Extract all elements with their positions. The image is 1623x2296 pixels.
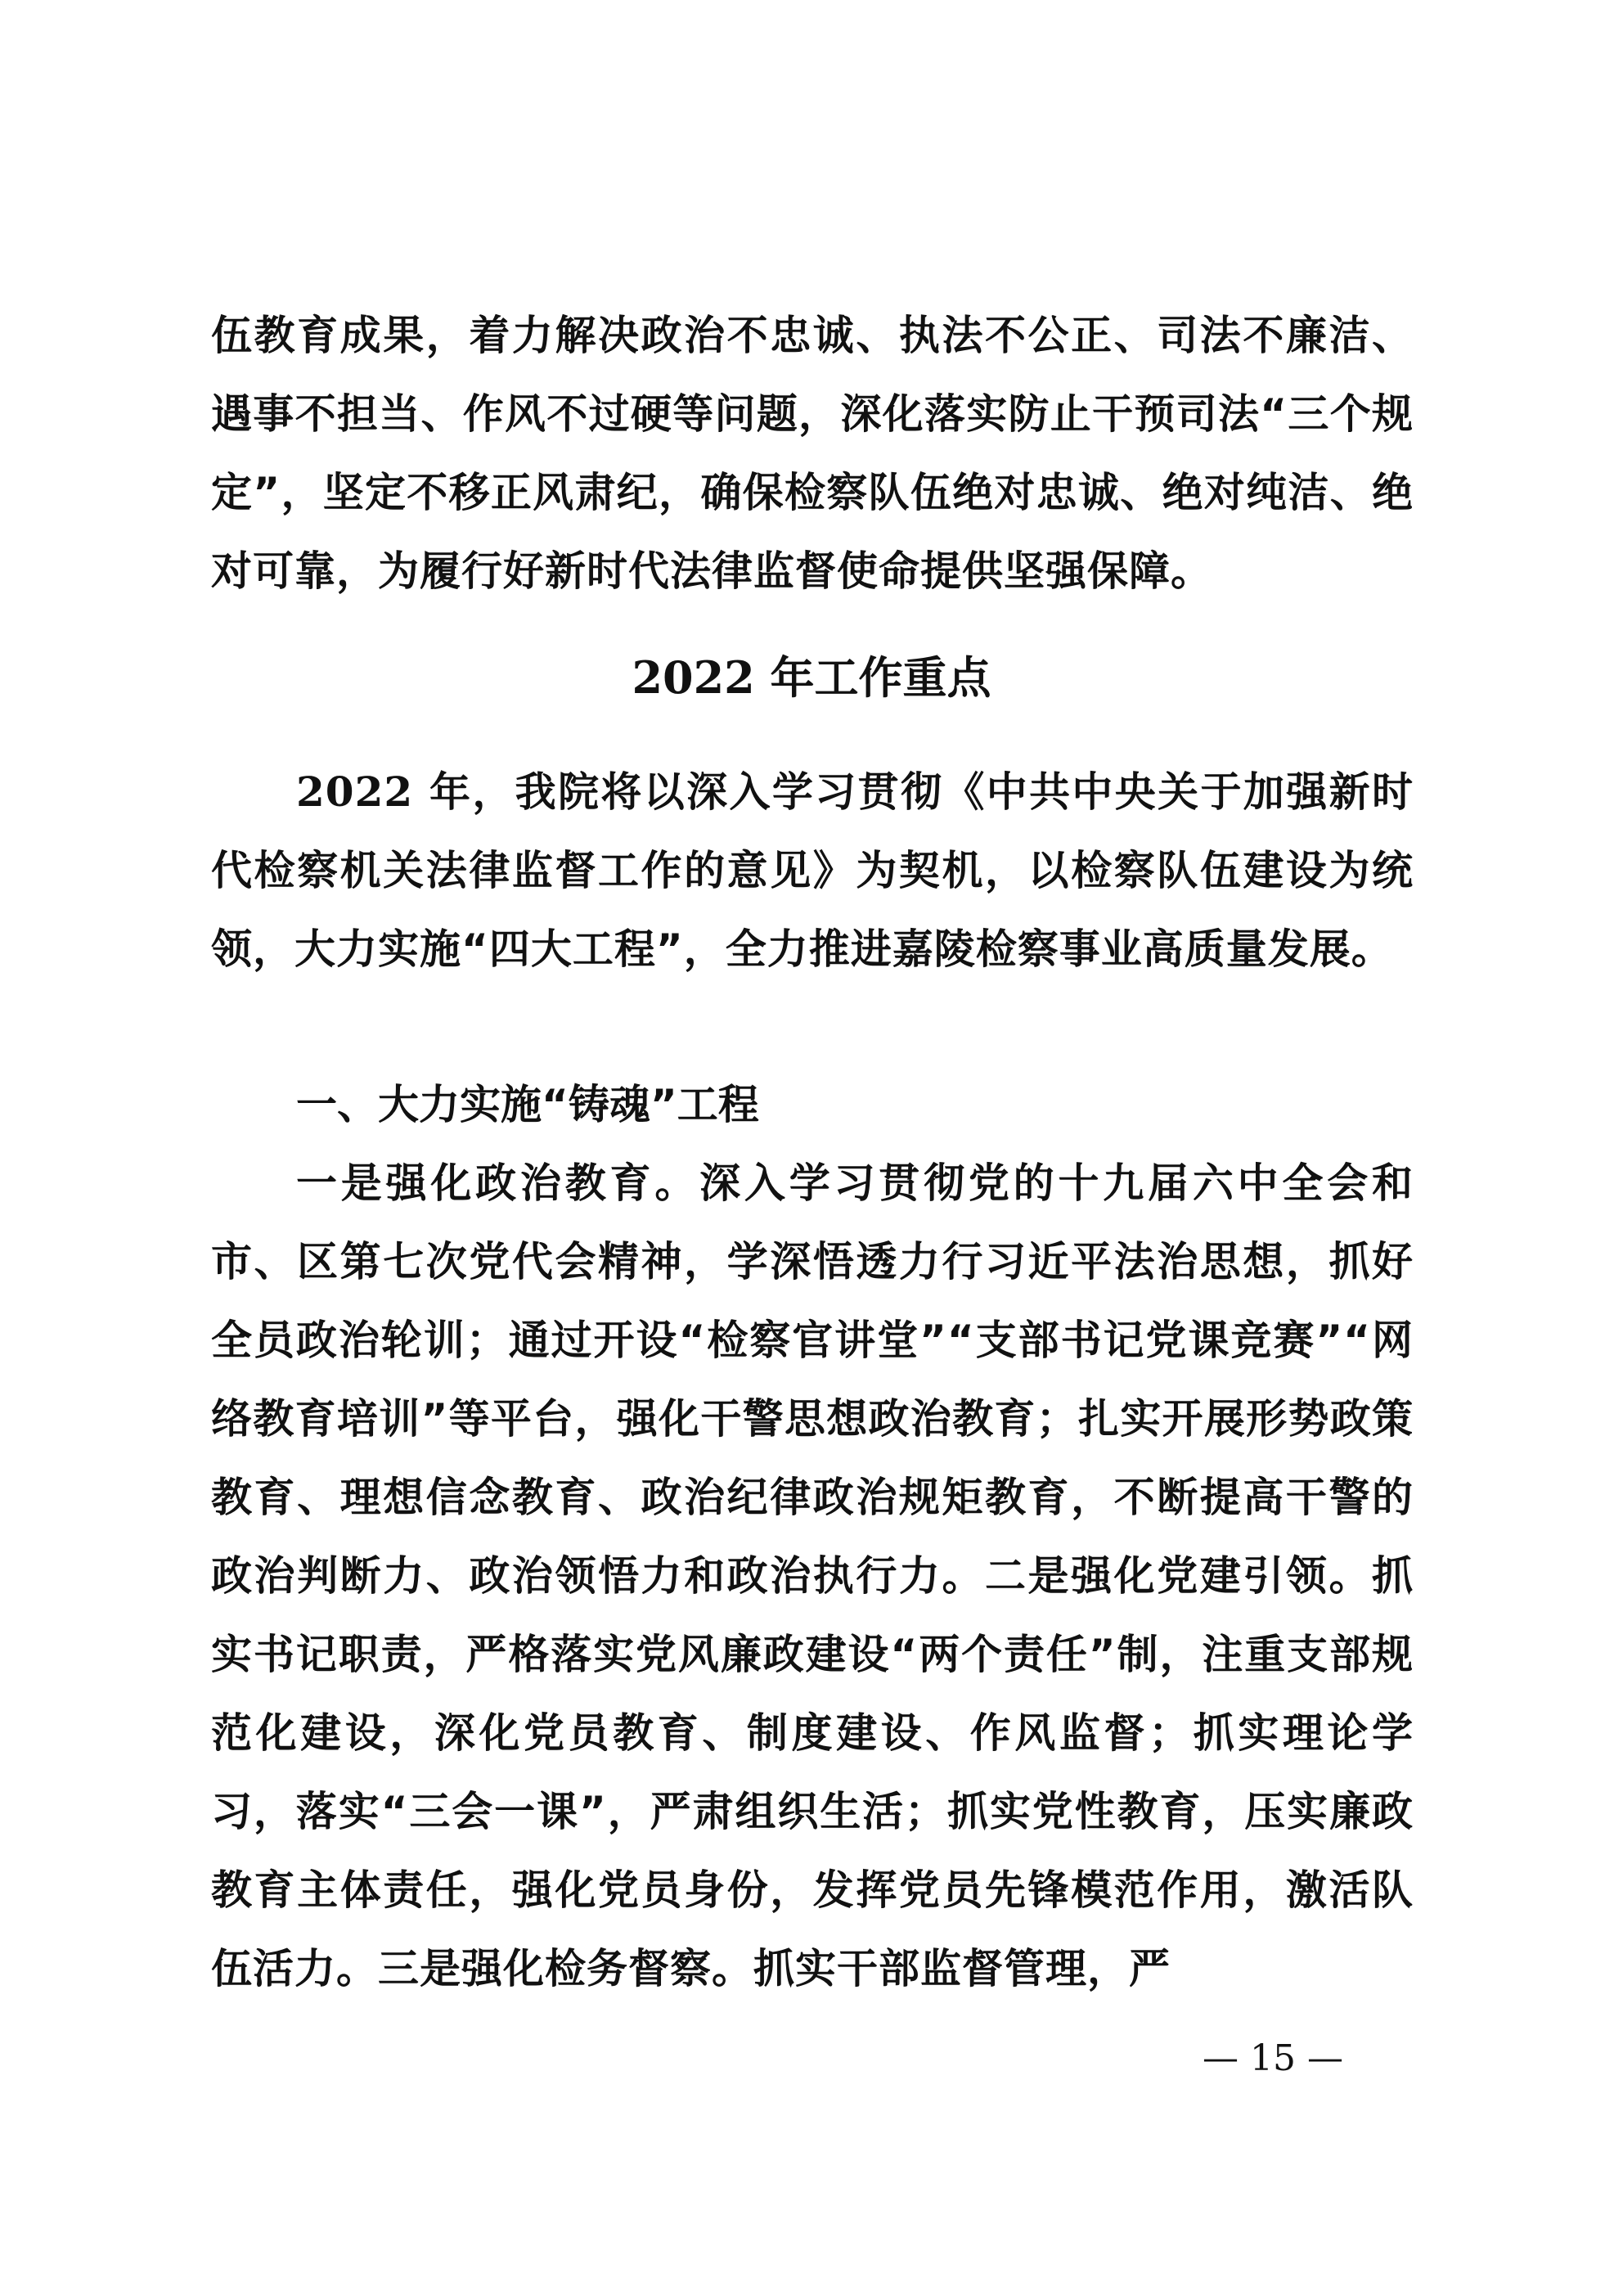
section-heading bbox=[0, 638, 1623, 718]
heading-year: 2022 bbox=[632, 651, 755, 704]
continued-paragraph: 伍教育成果，着力解决政治不忠诚、执法不公正、司法不廉洁、遇事不担当、作风不过硬等问题，深化落实防止干预司法“三个规定”，坚定不移正风肃纪，确保检察队伍绝对忠诚、绝对纯洁、绝对可靠，为履行好新时代法律监督使命提供坚强保障。 bbox=[211, 312, 1414, 595]
subsection-body: 一是强化政治教育。深入学习贯彻党的十九届六中全会和市、区第七次党代会精神，学深悟透力行习近平法治思想，抓好全员政治轮训；通过开设“检察官讲堂”“支部书记党课竞赛”“网络教育培训”等平台，强化干警思想政治教育；扎实开展形势政策教育、理想信念教育、政治纪律政治规矩教育，不断提高干警的政治判断力、政治领悟力和政治执行力。二是强化党建引领。抓实书记职责，严格落实党风廉政建设“两个责任”制，注重支部规范化建设，深化党员教育、制度建设、作风监督；抓实理论学习，落实“三会一课”，严肃组织生活；抓实党性教育，压实廉政教育主体责任，强化党员身份，发挥党员先锋模范作用，激活队伍活力。三是强化检务督察。抓实干部监督管理，严 bbox=[211, 1159, 1414, 1992]
intro-text: 年，我院将以深入学习贯彻《中共中央关于加强新时代检察机关法律监督工作的意见》为契机，以检察队伍建设为统领，大力实施“四大工程”，全力推进嘉陵检察事业高质量发展。 bbox=[211, 768, 1414, 973]
intro-paragraph bbox=[211, 753, 1414, 988]
page-number: — 15 — bbox=[1203, 2037, 1343, 2079]
subsection-title: 一、大力实施“铸魂”工程 bbox=[296, 1081, 759, 1128]
heading-text: 年工作重点 bbox=[770, 652, 991, 704]
intro-year: 2022 bbox=[296, 768, 414, 816]
